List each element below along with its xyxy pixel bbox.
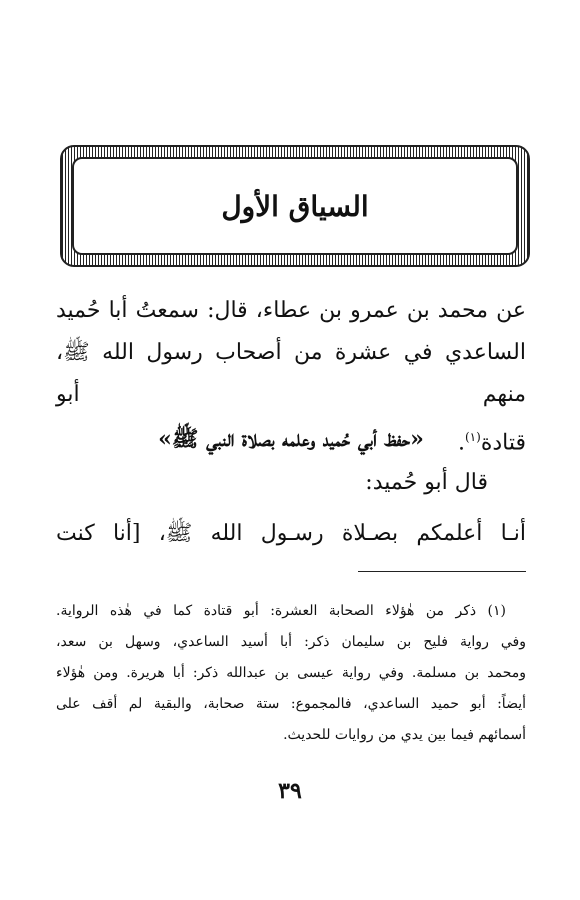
footnote-line: وفي رواية فليح بن سليمان ذكر: أبا أسيد الساعدي، وسهل بن سعد،	[56, 634, 526, 650]
paragraph-line: الساعدي في عشرة من أصحاب رسول الله ﷺ، منهم أبو	[56, 340, 526, 407]
paragraph-line: عن محمد بن عمرو بن عطاء، قال: سمعتُ أبا حُميد	[56, 298, 526, 323]
paragraph-text: قتادة	[480, 430, 526, 456]
footnote-divider	[358, 571, 526, 572]
quote-paragraph	[56, 513, 526, 555]
paragraph-end: .	[457, 430, 465, 456]
section-heading: «حفظ أبي حُميد وعلمه بصلاة النبي ﷺ»	[158, 426, 424, 452]
footnotes	[56, 596, 526, 751]
footnote-line: أسمائهم فيما بين يدي من روايات للحديث.	[283, 727, 526, 743]
ornamental-title-frame	[60, 145, 530, 267]
title-frame-inner	[72, 157, 518, 255]
chapter-title: السياق الأول	[221, 189, 369, 223]
footnote-line: أيضاً: أبو حميد الساعدي، فالمجموع: ستة صحابة، والبقية لم أقف على	[56, 696, 526, 712]
said-line: قال أبو حُميد:	[365, 470, 488, 495]
quote-line: أنـا أعلمكم بصـلاة رسـول الله ﷺ، [أنا كنت	[56, 521, 526, 546]
page-number: ٣٩	[278, 778, 302, 804]
footnote-line: ومحمد بن مسلمة. وفي رواية عيسى بن عبدالله ذكر: أبا هريرة. ومن هٰؤلاء	[56, 665, 526, 681]
footnote-marker: (١)	[464, 430, 481, 444]
footnote-line: (١) ذكر من هٰؤلاء الصحابة العشرة: أبو قتادة كما في هٰذه الرواية.	[56, 603, 506, 619]
